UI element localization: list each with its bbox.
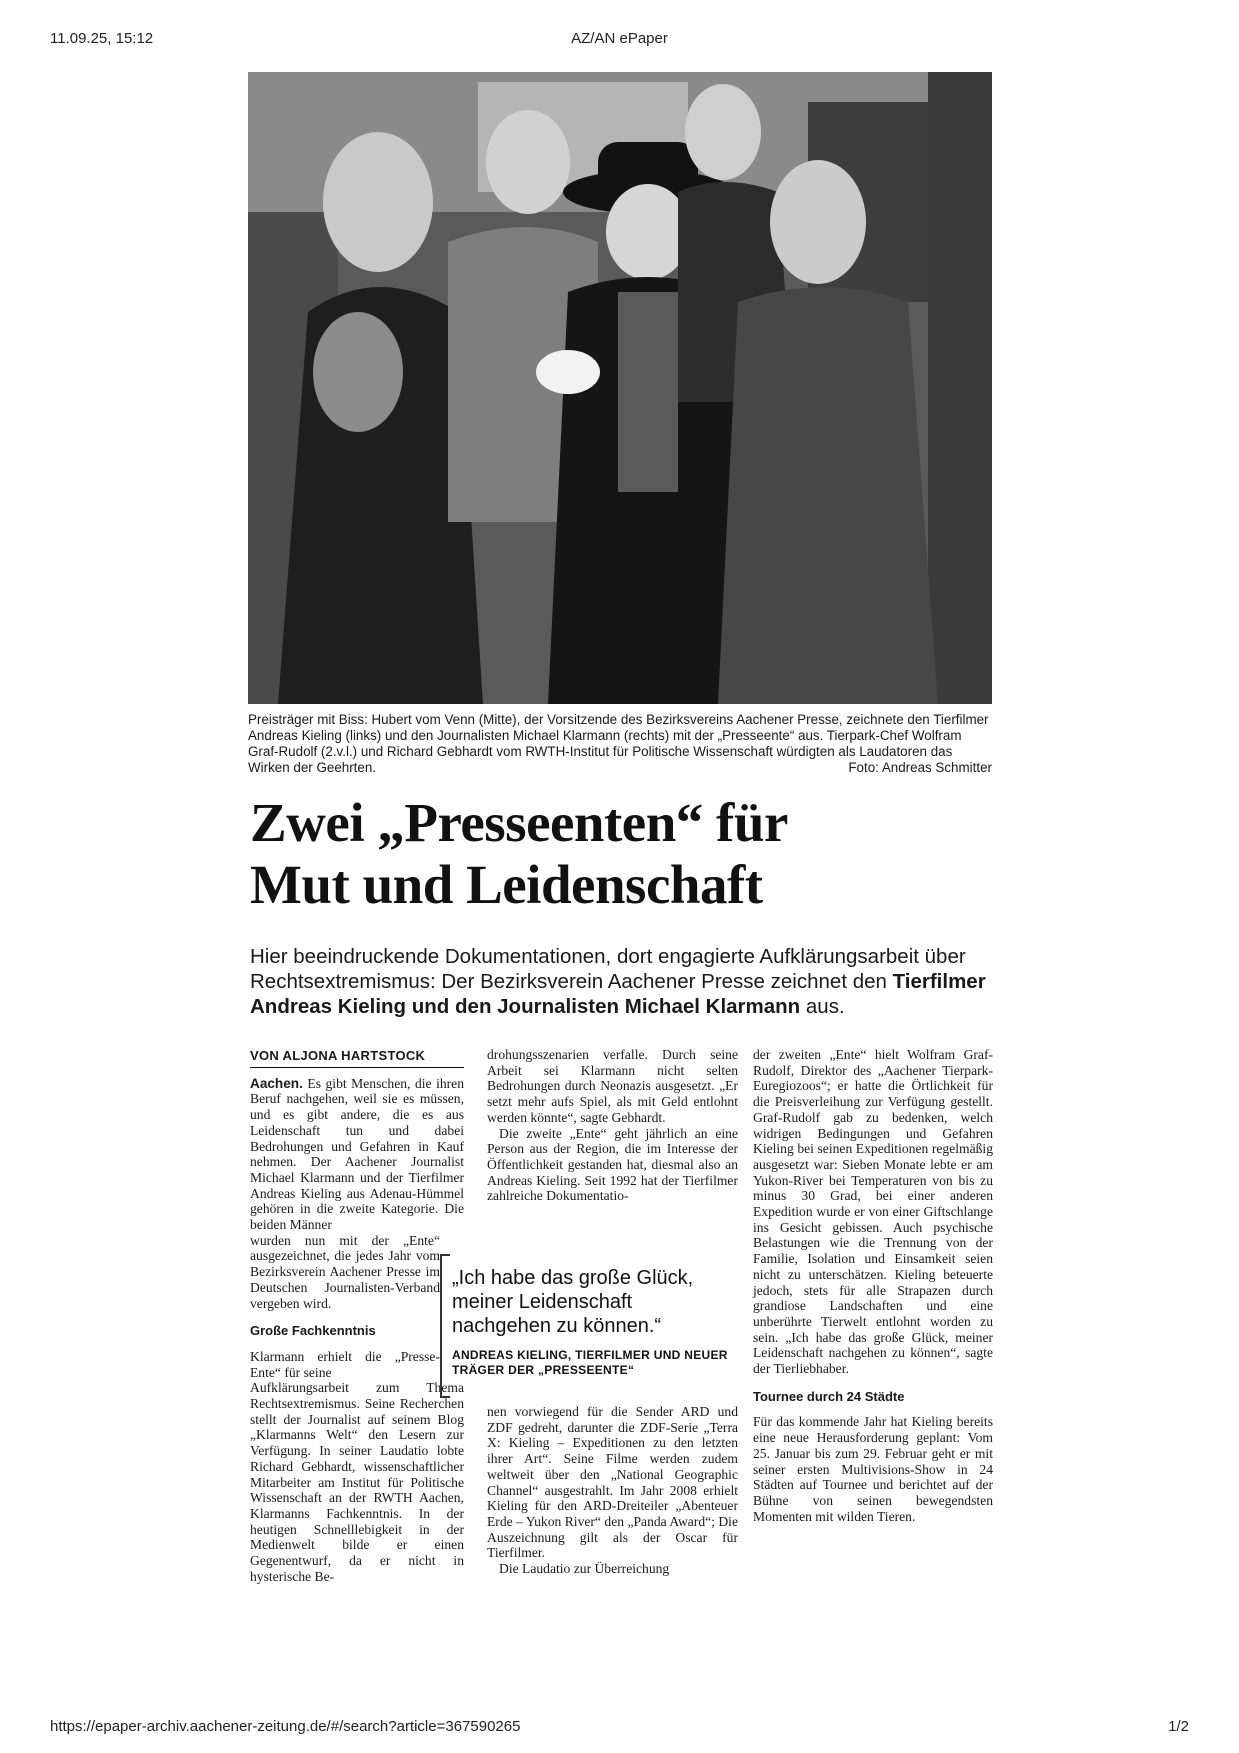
print-title: AZ/AN ePaper [571, 30, 668, 47]
paragraph: Die Laudatio zur Überreichung [499, 1561, 670, 1577]
paragraph: Aufklärungsarbeit zum Thema Rechtsextremismus. Seine Recherchen stellt der Journalist auf seinem Blog „Klarmanns Welt“ den Lesern zur Verfügung. In seiner Laudatio lobte Richard Gebhardt, wissenschaftlicher Mitarbeiter am Institut für Politische Wissenschaft an der RWTH Aachen, Klarmanns Fachkenntnis. In der heutigen Schnelllebigkeit in der Medienwelt bilde er einen Gegenentwurf, da er nicht in hysterische Be- [250, 1380, 464, 1584]
paragraph: Die zweite „Ente“ geht jährlich an eine Person aus der Region, die im Interesse der Öffentlichkeit gestanden hat, diesmal also an Andreas Kieling. Seit 1992 hat der Tierfilmer zahlreiche Dokumentatio- [487, 1125, 738, 1204]
headline [250, 792, 1010, 916]
dateline: Aachen. [250, 1075, 303, 1091]
paragraph: Für das kommende Jahr hat Kieling bereits eine neue Herausforderung geplant: Vom 25. Januar bis zum 29. Februar geht er mit seiner ersten Multivisions-Show in 24 Städten auf Tournee und berichtet auf der Bühne von seinen bewegendsten Momenten mit wilden Tieren. [753, 1414, 993, 1524]
subheading: Große Fachkenntnis [250, 1323, 376, 1339]
byline: VON ALJONA HARTSTOCK [250, 1048, 464, 1068]
article-photo [248, 72, 992, 704]
photo-credit: Foto: Andreas Schmitter [848, 760, 992, 775]
paragraph-text: Es gibt Menschen, die ihren Beruf nachgehen, weil sie es müssen, und es gibt andere, die es aus Leidenschaft tun und dabei Bedrohungen und Gefahren in Kauf nehmen. Der Aachener Journalist Michael Klarmann und der Tierfilmer Andreas Kieling aus Adenau-Hümmel gehören in die zweite Kategorie. Die beiden Männer [250, 1075, 464, 1233]
quote-bracket [440, 1254, 450, 1398]
teaser [250, 944, 1010, 1019]
paragraph [250, 1076, 464, 1233]
print-date: 11.09.25, 15:12 [50, 30, 154, 47]
print-page-number: 1/2 [1168, 1718, 1189, 1735]
photo-illustration [248, 72, 992, 704]
paragraph: drohungsszenarien verfalle. Durch seine Arbeit sei Klarmann nicht selten Bedrohungen durch Neonazis ausgesetzt. „Er setzt mehr aufs Spiel, als mit Geld entlohnt werden könnte“, sagte Gebhardt. [487, 1047, 738, 1125]
quote-text: „Ich habe das große Glück, meiner Leidenschaft nachgehen zu können.“ [452, 1267, 694, 1337]
article-column-3 [753, 1047, 993, 1524]
headline-line-2: Mut und Leidenschaft [250, 854, 763, 915]
teaser-plain: Hier beeindruckende Dokumentationen, dort engagierte Aufklärungsarbeit über Rechtsextremismus: Der Bezirksverein Aachener Presse zeichnet den [250, 945, 966, 993]
paragraph: wurden nun mit der „Ente“ ausgezeichnet, die jedes Jahr vom Bezirksverein Aachener Presse im Deutschen Journalisten-Verband vergeben wird. [250, 1232, 440, 1311]
paragraph: der zweiten „Ente“ hielt Wolfram Graf-Rudolf, Direktor des „Aachener Tierpark-Euregiozoos“; er hatte die Örtlichkeit für die Preisverleihung zur Verfügung gestellt. Graf-Rudolf gab zu bedenken, welch widrigen Bedingungen und Gefahren Kieling bei seinen Expeditionen regelmäßig ausgesetzt war: Sieben Monate lebte er am Yukon-River bei Temperaturen von bis zu minus 30 Grad, bei einer anderen Expedition wurde er von einer Giftschlange ins Gesicht gebissen. Auch psychische Belastungen wie die Trennung von der Familie, Isolation und Einsamkeit seien nicht zu unterschätzen. Kieling beteuerte jedoch, stets für alle Strapazen durch grandiose Landschaften und eine unberührte Tierwelt entlohnt worden zu sein. „Ich habe das große Glück, meiner Leidenschaft nachgehen zu können“, sagte der Tierliebhaber. [753, 1047, 993, 1377]
teaser-bold: Tierfilmer Andreas Kieling und den Journalisten Michael Klarmann [250, 970, 986, 1018]
pull-quote [440, 1254, 730, 1394]
subheading: Tournee durch 24 Städte [753, 1388, 905, 1404]
paragraph: nen vorwiegend für die Sender ARD und ZDF gedreht, darunter die ZDF-Serie „Terra X: Kieling – Expeditionen zu den letzten ihrer Art“. Seine Filme werden zudem weltweit über den „National Geographic Channel“ ausgestrahlt. Im Jahr 2008 erhielt Kieling für den ARD-Dreiteiler „Abenteuer Erde – Yukon River“ den „Panda Award“; Die Auszeichnung gilt als der Oscar für Tierfilmer. [487, 1404, 738, 1561]
print-url: https://epaper-archiv.aachener-zeitung.de/#/search?article=367590265 [50, 1718, 521, 1735]
teaser-end: aus. [805, 995, 845, 1018]
quote-source: ANDREAS KIELING, TIERFILMER UND NEUER TRÄGER DER „PRESSEENTE“ [452, 1348, 728, 1377]
paragraph: Klarmann erhielt die „Presse-Ente“ für seine [250, 1348, 440, 1380]
article-column-1 [250, 1048, 464, 1585]
caption-text: Preisträger mit Biss: Hubert vom Venn (Mitte), der Vorsitzende des Bezirksvereins Aachener Presse, zeichnete den Tierfilmer Andreas Kieling (links) und den Journalisten Michael Klarmann (rechts) mit der „Presseente“ aus. Tierpark-Chef Wolfram Graf-Rudolf (2.v.l.) und Richard Gebhardt vom RWTH-Institut für Politische Wissenschaft würdigten als Laudatoren das Wirken der Geehrten. [248, 712, 989, 775]
photo-caption [248, 712, 992, 776]
headline-line-1: Zwei „Presseenten“ für [250, 792, 788, 853]
